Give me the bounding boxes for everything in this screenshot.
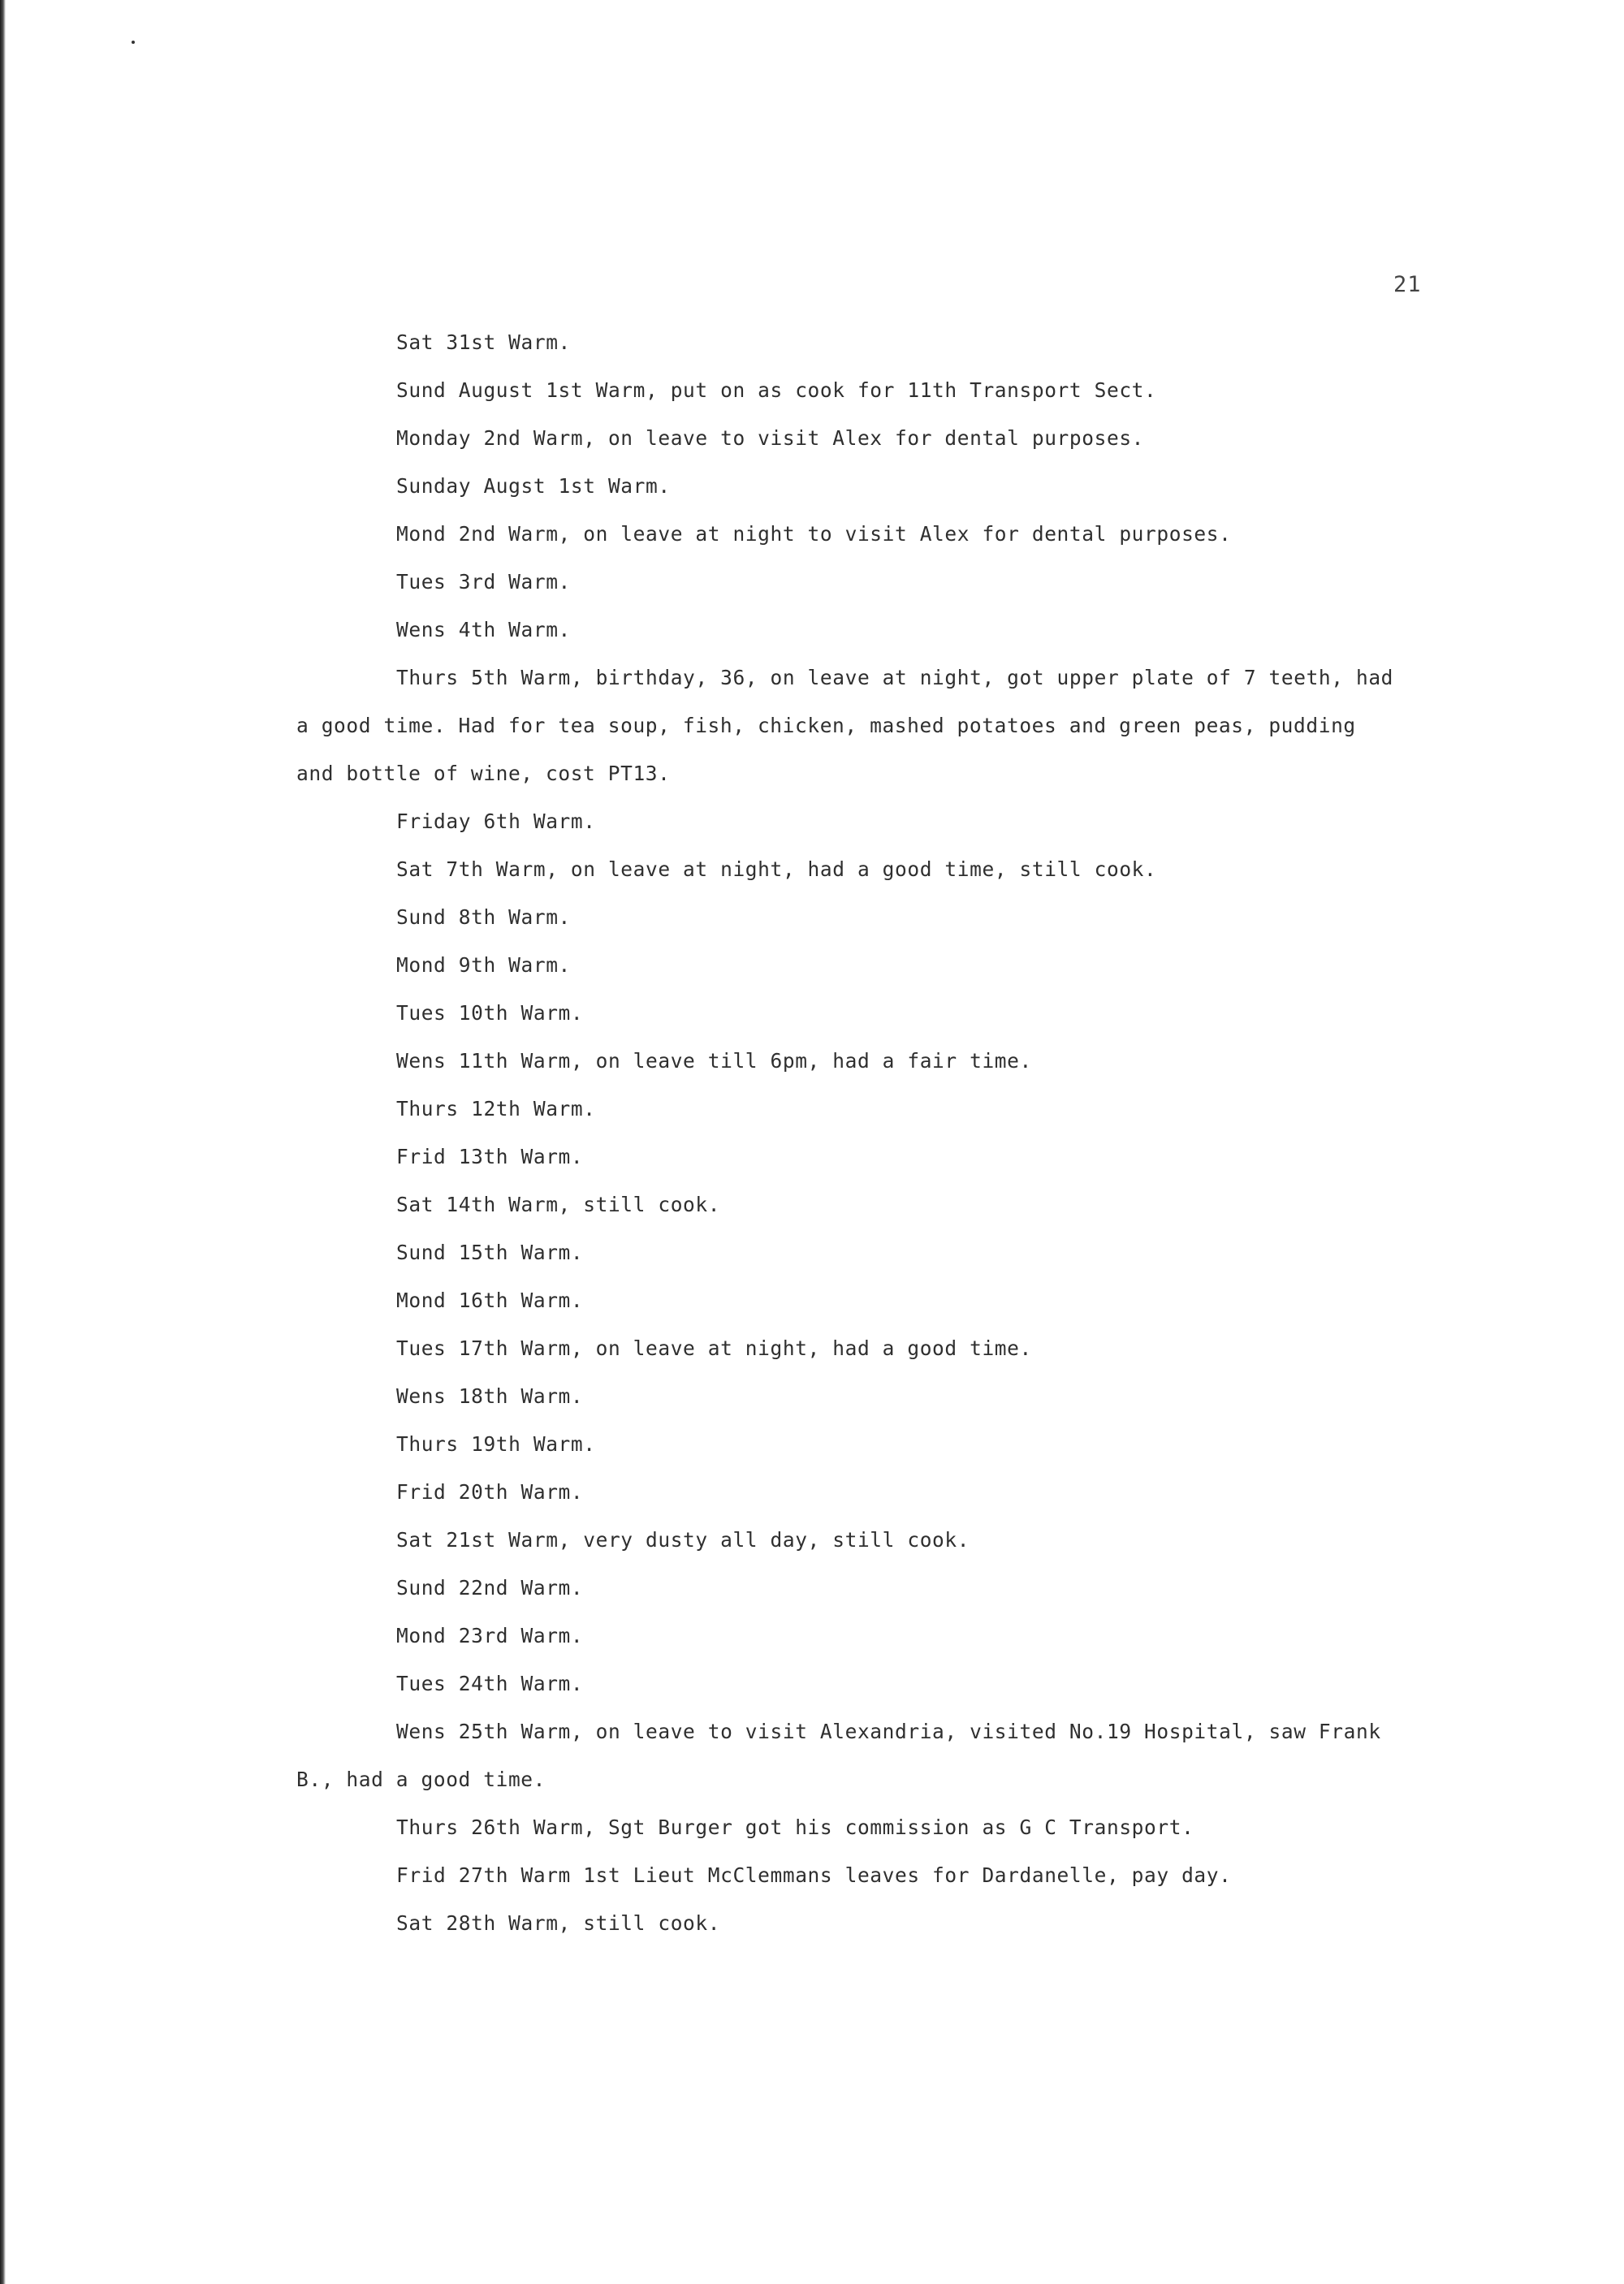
diary-entry	[396, 366, 1427, 414]
diary-entry	[396, 1468, 1427, 1516]
diary-entry	[396, 510, 1427, 558]
diary-entry-line: Sat 28th Warm, still cook.	[396, 1911, 721, 1935]
diary-entry-line: Thurs 12th Warm.	[396, 1097, 596, 1120]
diary-entry-line: Thurs 26th Warm, Sgt Burger got his commission as G C Transport.	[396, 1816, 1194, 1839]
diary-entry	[396, 606, 1427, 654]
diary-entry	[396, 1564, 1427, 1612]
diary-entry-line: Friday 6th Warm.	[396, 810, 596, 833]
diary-entry-line: Mond 2nd Warm, on leave at night to visit Alex for dental purposes.	[396, 522, 1232, 546]
page-left-edge-shadow	[0, 0, 6, 2284]
diary-entry	[396, 1181, 1427, 1228]
diary-entry-line: Tues 24th Warm.	[396, 1672, 584, 1695]
diary-entry	[396, 1037, 1427, 1085]
diary-entry-line: Sat 14th Warm, still cook.	[396, 1193, 721, 1216]
diary-entry	[396, 845, 1427, 893]
diary-entry	[296, 1708, 1427, 1803]
diary-entries	[296, 318, 1427, 1947]
diary-entry-line: Mond 23rd Warm.	[396, 1624, 584, 1647]
diary-entry-line: Monday 2nd Warm, on leave to visit Alex for dental purposes.	[396, 426, 1145, 450]
diary-entry-line: Sunday Augst 1st Warm.	[396, 474, 671, 498]
diary-entry	[396, 1085, 1427, 1133]
diary-entry	[396, 318, 1427, 366]
diary-entry	[396, 558, 1427, 606]
diary-entry-line: Wens 25th Warm, on leave to visit Alexandria, visited No.19 Hospital, saw Frank	[396, 1720, 1381, 1743]
diary-entry	[396, 1851, 1427, 1899]
diary-entry-line: Frid 13th Warm.	[396, 1145, 584, 1168]
diary-entry-line: Thurs 19th Warm.	[396, 1432, 596, 1456]
diary-entry	[296, 654, 1427, 797]
diary-entry-line: Wens 11th Warm, on leave till 6pm, had a fair time.	[396, 1049, 1032, 1073]
paper-speck	[132, 41, 135, 44]
diary-entry-line: Thurs 5th Warm, birthday, 36, on leave at night, got upper plate of 7 teeth, had	[396, 666, 1394, 689]
diary-entry-continuation-line: and bottle of wine, cost PT13.	[296, 762, 671, 785]
diary-entry-continuation-line: B., had a good time.	[296, 1768, 546, 1791]
diary-entry	[396, 1372, 1427, 1420]
diary-entry-line: Mond 16th Warm.	[396, 1289, 584, 1312]
diary-entry	[396, 462, 1427, 510]
diary-entry	[396, 941, 1427, 989]
diary-entry	[396, 1660, 1427, 1708]
diary-entry-line: Sat 21st Warm, very dusty all day, still cook.	[396, 1528, 970, 1552]
diary-entry	[396, 1899, 1427, 1947]
diary-entry-line: Wens 4th Warm.	[396, 618, 571, 641]
page-number: 21	[1393, 272, 1422, 297]
diary-entry-line: Tues 10th Warm.	[396, 1001, 584, 1025]
diary-entry	[396, 1324, 1427, 1372]
diary-entry	[396, 893, 1427, 941]
diary-entry-line: Mond 9th Warm.	[396, 953, 571, 977]
diary-entry	[396, 1516, 1427, 1564]
diary-entry-line: Sund 22nd Warm.	[396, 1576, 584, 1600]
diary-entry	[396, 414, 1427, 462]
diary-entry	[396, 1276, 1427, 1324]
diary-entry	[396, 1420, 1427, 1468]
diary-entry-line: Frid 27th Warm 1st Lieut McClemmans leaves for Dardanelle, pay day.	[396, 1863, 1232, 1887]
diary-entry	[396, 1612, 1427, 1660]
diary-entry-line: Tues 17th Warm, on leave at night, had a good time.	[396, 1336, 1032, 1360]
diary-entry-line: Tues 3rd Warm.	[396, 570, 571, 594]
diary-entry-line: Sund 8th Warm.	[396, 905, 571, 929]
diary-entry-continuation-line: a good time. Had for tea soup, fish, chicken, mashed potatoes and green peas, pudding	[296, 714, 1356, 737]
diary-entry-line: Sund 15th Warm.	[396, 1241, 584, 1264]
diary-entry	[396, 797, 1427, 845]
diary-entry	[396, 989, 1427, 1037]
diary-entry-line: Sat 31st Warm.	[396, 330, 571, 354]
diary-entry-line: Sat 7th Warm, on leave at night, had a good time, still cook.	[396, 857, 1157, 881]
diary-entry	[396, 1803, 1427, 1851]
diary-entry	[396, 1228, 1427, 1276]
diary-entry-line: Sund August 1st Warm, put on as cook for 11th Transport Sect.	[396, 378, 1157, 402]
diary-entry-line: Wens 18th Warm.	[396, 1384, 584, 1408]
diary-entry-line: Frid 20th Warm.	[396, 1480, 584, 1504]
diary-entry	[396, 1133, 1427, 1181]
